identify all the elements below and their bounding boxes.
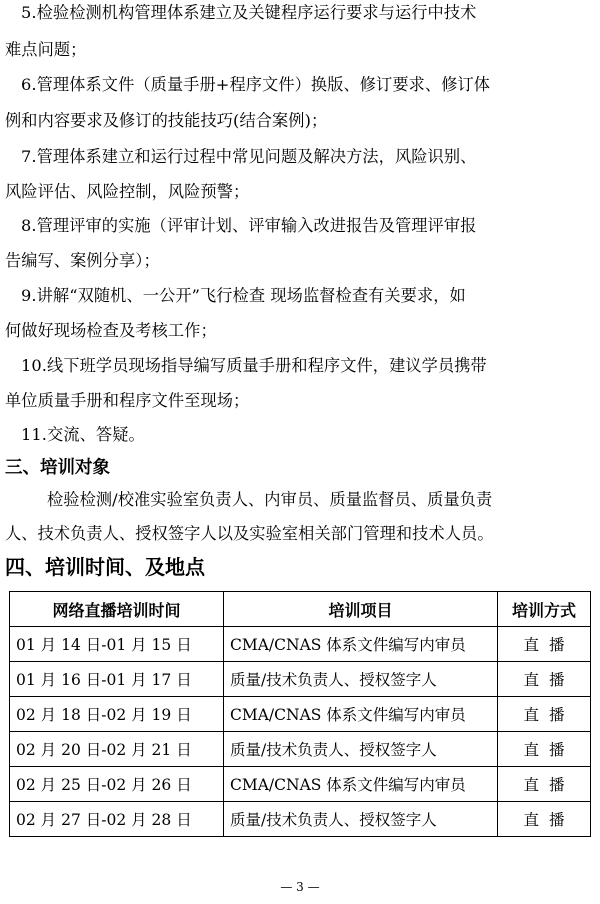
header-time: 网络直播培训时间 xyxy=(10,592,224,627)
item-6-line2: 例和内容要求及修订的技能技巧(结合案例)； xyxy=(5,111,328,130)
item-8-line1: 8.管理评审的实施（评审计划、评审输入改进报告及管理评审报 xyxy=(21,216,477,235)
cell-mode: 直播 xyxy=(498,802,591,837)
item-5-line1: 5.检验检测机构管理体系建立及关键程序运行要求与运行中技术 xyxy=(21,3,477,22)
page-number: — 3 — xyxy=(280,880,320,894)
cell-project: 质量/技术负责人、授权签字人 xyxy=(224,802,498,837)
schedule-table xyxy=(9,591,591,837)
cell-date: 01 月 14 日-01 月 15 日 xyxy=(10,627,224,662)
cell-project: 质量/技术负责人、授权签字人 xyxy=(224,732,498,767)
section-3-heading: 三、培训对象 xyxy=(5,458,110,478)
item-9-line1: 9.讲解“双随机、一公开”飞行检查 现场监督检查有关要求，如 xyxy=(21,286,466,305)
item-11-line1: 11.交流、答疑。 xyxy=(21,425,145,444)
table-row xyxy=(10,697,591,732)
table-row xyxy=(10,627,591,662)
table-header-row xyxy=(10,592,591,627)
header-project: 培训项目 xyxy=(224,592,498,627)
table-row xyxy=(10,732,591,767)
cell-project: 质量/技术负责人、授权签字人 xyxy=(224,662,498,697)
cell-mode: 直播 xyxy=(498,627,591,662)
cell-project: CMA/CNAS 体系文件编写内审员 xyxy=(224,627,498,662)
item-7-line2: 风险评估、风险控制，风险预警； xyxy=(5,182,250,201)
cell-date: 02 月 18 日-02 月 19 日 xyxy=(10,697,224,732)
header-mode: 培训方式 xyxy=(498,592,591,627)
item-6-line1: 6.管理体系文件（质量手册+程序文件）换版、修订要求、修订体 xyxy=(21,75,491,94)
item-10-line2: 单位质量手册和程序文件至现场； xyxy=(5,391,250,410)
item-10-line1: 10.线下班学员现场指导编写质量手册和程序文件，建议学员携带 xyxy=(21,356,487,375)
table-row xyxy=(10,767,591,802)
section-3-line2: 人、技术负责人、授权签字人以及实验室相关部门管理和技术人员。 xyxy=(5,524,494,543)
cell-date: 02 月 27 日-02 月 28 日 xyxy=(10,802,224,837)
item-9-line2: 何做好现场检查及考核工作； xyxy=(5,321,217,340)
cell-mode: 直播 xyxy=(498,767,591,802)
cell-project: CMA/CNAS 体系文件编写内审员 xyxy=(224,697,498,732)
cell-mode: 直播 xyxy=(498,697,591,732)
section-3-line1: 检验检测/校准实验室负责人、内审员、质量监督员、质量负责 xyxy=(47,490,493,509)
cell-date: 02 月 25 日-02 月 26 日 xyxy=(10,767,224,802)
cell-mode: 直播 xyxy=(498,732,591,767)
table-row xyxy=(10,662,591,697)
table-row xyxy=(10,802,591,837)
item-5-line2: 难点问题； xyxy=(5,40,87,59)
section-4-heading: 四、培训时间、及地点 xyxy=(5,555,205,579)
item-7-line1: 7.管理体系建立和运行过程中常见问题及解决方法，风险识别、 xyxy=(21,147,477,166)
cell-project: CMA/CNAS 体系文件编写内审员 xyxy=(224,767,498,802)
cell-date: 01 月 16 日-01 月 17 日 xyxy=(10,662,224,697)
cell-mode: 直播 xyxy=(498,662,591,697)
item-8-line2: 告编写、案例分享）； xyxy=(5,251,160,270)
cell-date: 02 月 20 日-02 月 21 日 xyxy=(10,732,224,767)
